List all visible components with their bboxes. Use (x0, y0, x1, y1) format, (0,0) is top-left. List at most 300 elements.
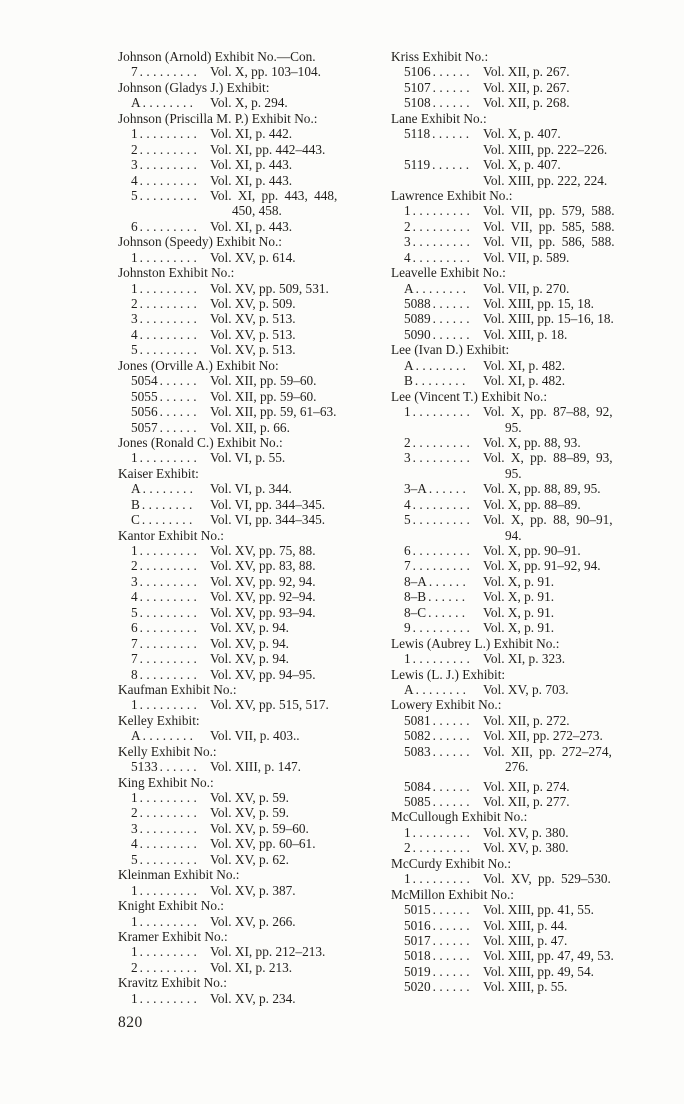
index-entry (118, 821, 384, 836)
dot-leader: ......... (139, 249, 201, 265)
index-entry (118, 481, 384, 496)
index-entry (391, 404, 679, 419)
entry-reference: Vol. X, p. 91. (483, 620, 555, 636)
entry-reference: Vol. XV, p. 614. (210, 249, 296, 265)
entry-label: 1 (131, 450, 138, 466)
entry-label: 5057 (131, 419, 158, 435)
dot-leader: ......... (139, 141, 201, 157)
dot-leader: ...... (432, 79, 473, 95)
entry-reference: Vol. XII, pp. 59–60. (210, 388, 317, 404)
dot-leader: ...... (159, 419, 200, 435)
entry-label: 1 (131, 697, 138, 713)
dot-leader: ......... (139, 913, 201, 929)
entry-reference: Vol. XII, pp. 272–274, (483, 743, 612, 759)
dot-leader: ......... (139, 635, 201, 651)
dot-leader: ......... (139, 218, 201, 234)
entry-reference: Vol. XII, p. 267. (483, 64, 570, 80)
dot-leader: ......... (139, 666, 201, 682)
entry-label: 1 (404, 651, 411, 667)
index-entry (391, 219, 679, 234)
dot-leader: ......... (412, 450, 474, 466)
dot-leader: ......... (139, 280, 201, 296)
entry-reference: Vol. XIII, p. 55. (483, 979, 568, 995)
dot-leader: ......... (139, 573, 201, 589)
entry-reference: Vol. XI, pp. 442–443. (210, 141, 326, 157)
entry-label: 2 (131, 141, 138, 157)
entry-label: 5083 (404, 743, 431, 759)
entry-reference: Vol. X, pp. 91–92, 94. (483, 558, 601, 574)
entry-reference: Vol. XV, p. 234. (210, 990, 296, 1006)
index-entry (118, 420, 384, 435)
index-section-header: McCurdy Exhibit No.: (391, 855, 512, 871)
entry-reference: Vol. XV, p. 59. (210, 805, 289, 821)
entry-reference: Vol. XV, pp. 83, 88. (210, 558, 316, 574)
entry-label: 3 (131, 573, 138, 589)
entry-reference: Vol. XV, p. 703. (483, 681, 569, 697)
dot-leader: ......... (139, 790, 201, 805)
index-section-header: Kriss Exhibit No.: (391, 49, 489, 64)
dot-leader: ...... (428, 573, 470, 589)
entry-label: A (131, 728, 141, 744)
index-entry (118, 157, 384, 172)
dot-leader: ........ (141, 512, 196, 528)
entry-reference: Vol. XV, pp. 94–95. (210, 666, 316, 682)
entry-reference: Vol. XV, pp. 529–530. (483, 871, 611, 887)
index-entry (391, 512, 679, 527)
index-column-left (118, 49, 384, 1006)
index-entry (391, 203, 679, 218)
index-entry (118, 281, 384, 296)
entry-reference: Vol. XII, pp. 59, 61–63. (210, 404, 337, 420)
entry-label: 9 (404, 620, 411, 636)
index-entry (118, 95, 384, 110)
dot-leader: ......... (139, 187, 201, 203)
entry-label: 7 (404, 558, 411, 574)
entry-reference: Vol. X, p. 91. (483, 604, 555, 620)
index-entry (391, 713, 679, 728)
entry-label: 4 (131, 172, 138, 188)
entry-reference: Vol. XV, p. 387. (210, 882, 296, 898)
index-entry (118, 836, 384, 851)
entry-reference: Vol. XV, p. 509. (210, 296, 296, 311)
dot-leader: ......... (139, 311, 201, 327)
index-entry (391, 682, 679, 697)
index-section-header: Johnston Exhibit No.: (118, 265, 235, 281)
index-entry-continuation: Vol. XIII, pp. 222, 224. (483, 172, 608, 188)
dot-leader: ......... (412, 620, 474, 636)
entry-label: 1 (404, 203, 411, 219)
dot-leader: ......... (139, 651, 201, 667)
dot-leader: ......... (139, 944, 201, 960)
dot-leader: ...... (432, 743, 473, 759)
dot-leader: ........ (415, 681, 470, 697)
entry-label: A (131, 95, 141, 111)
entry-reference: Vol. XV, p. 380. (483, 824, 569, 840)
entry-reference: Vol. X, pp. 90–91. (483, 543, 581, 558)
index-entry (391, 605, 679, 620)
entry-reference: Vol. XIII, pp. 15–16, 18. (483, 311, 614, 327)
entry-label: 8–A (404, 573, 427, 589)
index-entry (391, 80, 679, 95)
dot-leader: ......... (139, 157, 201, 173)
dot-leader: ......... (139, 604, 201, 620)
entry-label: C (131, 512, 140, 528)
index-entry (391, 64, 679, 79)
index-entry (118, 960, 384, 975)
entry-reference: Vol. X, pp. 88, 93. (483, 434, 581, 450)
index-section-header: Lee (Vincent T.) Exhibit No.: (391, 388, 548, 404)
entry-reference: Vol. XIII, pp. 47, 49, 53. (483, 948, 614, 964)
dot-leader: ......... (412, 558, 474, 574)
index-entry (118, 311, 384, 326)
dot-leader: ...... (432, 126, 473, 142)
entry-label: 3–A (404, 481, 427, 497)
entry-reference: Vol. X, pp. 88, 89, 95. (483, 481, 601, 497)
index-entry (118, 373, 384, 388)
entry-label: 1 (131, 790, 138, 805)
entry-label: 7 (131, 635, 138, 651)
entry-reference: Vol. X, p. 407. (483, 126, 561, 142)
entry-reference: Vol. XIII, p. 18. (483, 326, 568, 342)
dot-leader: ......... (139, 805, 201, 821)
index-entry (118, 296, 384, 311)
entry-label: 5020 (404, 979, 431, 995)
index-entry (391, 95, 679, 110)
entry-label: 2 (131, 959, 138, 975)
entry-reference: Vol. X, p. 294. (210, 95, 288, 111)
entry-label: 5055 (131, 388, 158, 404)
dot-leader: ......... (139, 172, 201, 188)
entry-label: 5056 (131, 404, 158, 420)
entry-label: 4 (131, 836, 138, 852)
index-entry (391, 964, 679, 979)
index-entry-continuation: Vol. XIII, pp. 222–226. (483, 141, 608, 157)
entry-reference: Vol. VII, pp. 579, 588. (483, 203, 615, 219)
index-entry (118, 342, 384, 357)
entry-reference: Vol. XII, p. 274. (483, 778, 570, 794)
index-section-header: Kramer Exhibit No.: (118, 928, 228, 944)
index-entry (118, 759, 384, 774)
entry-label: 5 (131, 187, 138, 203)
entry-reference: Vol. XV, p. 266. (210, 913, 296, 929)
entry-label: A (404, 357, 414, 373)
entry-reference: Vol. XI, p. 443. (210, 218, 293, 234)
dot-leader: ......... (139, 851, 201, 867)
entry-label: B (404, 373, 413, 389)
dot-leader: ......... (412, 512, 474, 528)
index-entry (118, 651, 384, 666)
entry-label: 5085 (404, 794, 431, 809)
dot-leader: ...... (432, 64, 473, 80)
entry-reference: Vol. X, pp. 103–104. (210, 64, 321, 80)
entry-label: 5089 (404, 311, 431, 327)
dot-leader: ...... (432, 311, 473, 327)
index-entry (118, 697, 384, 712)
index-entry (118, 574, 384, 589)
index-entry (391, 543, 679, 558)
index-entry (118, 620, 384, 635)
entry-label: 8 (131, 666, 138, 682)
dot-leader: ......... (139, 558, 201, 574)
dot-leader: ...... (159, 388, 200, 404)
entry-reference: Vol. XIII, pp. 15, 18. (483, 296, 594, 311)
entry-reference: Vol. XII, p. 277. (483, 794, 570, 809)
entry-reference: Vol. XV, pp. 515, 517. (210, 697, 329, 713)
entry-label: 2 (131, 805, 138, 821)
dot-leader: ...... (432, 932, 473, 948)
index-entry (391, 979, 679, 994)
index-entry (391, 620, 679, 635)
index-entry (118, 142, 384, 157)
dot-leader: ......... (412, 404, 474, 420)
entry-reference: Vol. VI, pp. 344–345. (210, 512, 326, 528)
entry-reference: Vol. VII, pp. 585, 588. (483, 218, 615, 234)
entry-reference: Vol. XII, pp. 59–60. (210, 373, 317, 389)
dot-leader: ...... (432, 778, 473, 794)
entry-reference: Vol. X, pp. 88–89, 93, (483, 450, 613, 466)
index-section-header: King Exhibit No.: (118, 774, 214, 790)
dot-leader: ......... (412, 824, 474, 840)
index-entry (118, 914, 384, 929)
dot-leader: ...... (432, 902, 473, 918)
entry-reference: Vol. XI, p. 482. (483, 373, 566, 389)
entry-reference: Vol. XIII, pp. 41, 55. (483, 902, 594, 918)
index-section-header: Leavelle Exhibit No.: (391, 265, 506, 281)
index-entry (118, 450, 384, 465)
entry-reference: Vol. XV, pp. 75, 88. (210, 543, 316, 558)
dot-leader: ......... (412, 496, 474, 512)
dot-leader: ......... (412, 218, 474, 234)
entry-reference: Vol. X, p. 91. (483, 589, 555, 605)
entry-reference: Vol. XII, p. 272. (483, 712, 570, 728)
dot-leader: ......... (139, 697, 201, 713)
index-entry (391, 902, 679, 917)
entry-label: 5119 (404, 157, 431, 173)
entry-label: 1 (131, 280, 138, 296)
index-entry (391, 126, 679, 141)
entry-reference: Vol. XV, pp. 92, 94. (210, 573, 316, 589)
entry-reference: Vol. XIII, pp. 49, 54. (483, 963, 594, 979)
index-section-header: Kelley Exhibit: (118, 712, 200, 728)
index-section-header: Johnson (Arnold) Exhibit No.—Con. (118, 49, 316, 64)
dot-leader: ...... (432, 979, 473, 995)
entry-label: 5016 (404, 917, 431, 933)
entry-reference: Vol. XI, p. 482. (483, 357, 566, 373)
dot-leader: ...... (432, 326, 473, 342)
entry-reference: Vol. XII, p. 267. (483, 79, 570, 95)
index-section-header: Knight Exhibit No.: (118, 898, 225, 914)
index-entry (391, 794, 679, 809)
dot-leader: ...... (432, 95, 473, 111)
dot-leader: ........ (142, 481, 197, 497)
index-entry (391, 840, 679, 855)
entry-reference: Vol. XI, p. 323. (483, 651, 566, 667)
entry-label: 4 (131, 589, 138, 605)
dot-leader: ...... (428, 589, 469, 605)
entry-label: 1 (131, 126, 138, 142)
dot-leader: ........ (415, 280, 470, 296)
dot-leader: ......... (412, 871, 474, 887)
index-entry (391, 327, 679, 342)
entry-label: 6 (404, 543, 411, 558)
entry-reference: Vol. X, p. 407. (483, 157, 561, 173)
index-entry (391, 250, 679, 265)
index-entry-continuation: 450, 458. (232, 203, 282, 219)
index-entry (391, 589, 679, 604)
dot-leader: ......... (139, 64, 201, 80)
entry-label: 3 (404, 450, 411, 466)
entry-reference: Vol. XV, p. 59–60. (210, 820, 309, 836)
entry-reference: Vol. XII, pp. 272–273. (483, 728, 603, 744)
dot-leader: ...... (432, 794, 473, 809)
index-entry (118, 512, 384, 527)
index-entry-continuation: 95. (505, 419, 522, 435)
dot-leader: ...... (159, 759, 200, 775)
entry-label: 8–C (404, 604, 427, 620)
entry-reference: Vol. XV, p. 94. (210, 635, 289, 651)
index-entry (391, 948, 679, 963)
index-section-header: Jones (Orville A.) Exhibit No: (118, 357, 279, 373)
index-entry (118, 497, 384, 512)
index-entry (391, 871, 679, 886)
dot-leader: ......... (139, 589, 201, 605)
entry-reference: Vol. XV, p. 513. (210, 342, 296, 358)
dot-leader: ......... (139, 450, 201, 466)
index-entry (118, 605, 384, 620)
dot-leader: ...... (432, 917, 473, 933)
index-entry (391, 296, 679, 311)
entry-label: 1 (404, 871, 411, 887)
dot-leader: ......... (412, 234, 474, 250)
entry-label: 2 (131, 558, 138, 574)
index-section-header: Jones (Ronald C.) Exhibit No.: (118, 434, 283, 450)
index-entry (391, 574, 679, 589)
entry-reference: Vol. VI, pp. 344–345. (210, 496, 326, 512)
dot-leader: ...... (159, 373, 200, 389)
entry-label: 1 (404, 404, 411, 420)
entry-label: 5019 (404, 963, 431, 979)
entry-label: 7 (131, 651, 138, 667)
index-entry (118, 558, 384, 573)
entry-label: 5015 (404, 902, 431, 918)
index-entry (118, 389, 384, 404)
entry-reference: Vol. VI, p. 344. (210, 481, 292, 497)
index-entry (391, 918, 679, 933)
index-entry (118, 250, 384, 265)
index-section-header: Johnson (Gladys J.) Exhibit: (118, 79, 270, 95)
index-entry-continuation: 95. (505, 465, 522, 481)
index-section-header: Lewis (L. J.) Exhibit: (391, 666, 506, 682)
dot-leader: ......... (139, 959, 201, 975)
entry-reference: Vol. XII, p. 66. (210, 419, 290, 435)
dot-leader: ...... (432, 963, 473, 979)
dot-leader: ........ (141, 496, 196, 512)
entry-label: A (131, 481, 141, 497)
index-entry (391, 311, 679, 326)
page-number: 820 (118, 1014, 143, 1031)
dot-leader: ...... (432, 296, 473, 311)
index-section-header: Kaiser Exhibit: (118, 465, 199, 481)
entry-reference: Vol. XV, p. 59. (210, 790, 289, 805)
entry-label: 5090 (404, 326, 431, 342)
dot-leader: ...... (159, 404, 200, 420)
index-entry (391, 481, 679, 496)
index-entry (391, 435, 679, 450)
dot-leader: ......... (412, 203, 474, 219)
dot-leader: ......... (139, 126, 201, 142)
entry-label: 5054 (131, 373, 158, 389)
entry-label: 1 (131, 944, 138, 960)
entry-reference: Vol. XV, pp. 93–94. (210, 604, 316, 620)
entry-label: 5017 (404, 932, 431, 948)
entry-label: 5118 (404, 126, 431, 142)
index-entry (118, 589, 384, 604)
index-entry (118, 64, 384, 79)
index-section-header: Lane Exhibit No.: (391, 110, 487, 126)
entry-label: 3 (131, 311, 138, 327)
dot-leader: ......... (139, 342, 201, 358)
dot-leader: ........ (415, 357, 470, 373)
dot-leader: ......... (412, 434, 474, 450)
entry-label: 5082 (404, 728, 431, 744)
entry-reference: Vol. VI, p. 55. (210, 450, 286, 466)
index-section-header: Lawrence Exhibit No.: (391, 187, 513, 203)
entry-reference: Vol. XV, pp. 60–61. (210, 836, 316, 852)
entry-reference: Vol. XV, p. 513. (210, 326, 296, 342)
entry-reference: Vol. XI, p. 443. (210, 172, 293, 188)
entry-label: 5107 (404, 79, 431, 95)
entry-reference: Vol. XI, p. 213. (210, 959, 293, 975)
entry-reference: Vol. VII, p. 403.. (210, 728, 300, 744)
entry-label: 2 (131, 296, 138, 311)
dot-leader: ......... (412, 651, 474, 667)
dot-leader: ...... (428, 481, 470, 497)
index-section-header: Johnson (Priscilla M. P.) Exhibit No.: (118, 110, 318, 126)
index-entry (118, 404, 384, 419)
index-section-header: Lowery Exhibit No.: (391, 697, 502, 713)
entry-label: 6 (131, 218, 138, 234)
index-entry (118, 944, 384, 959)
index-entry (391, 558, 679, 573)
entry-label: 5108 (404, 95, 431, 111)
index-section-header: Kleinman Exhibit No.: (118, 867, 240, 883)
entry-label: 5106 (404, 64, 431, 80)
dot-leader: ......... (412, 840, 474, 856)
entry-label: 4 (131, 326, 138, 342)
entry-label: 4 (404, 496, 411, 512)
entry-reference: Vol. XII, p. 268. (483, 95, 570, 111)
index-entry (391, 373, 679, 388)
dot-leader: ........ (414, 373, 469, 389)
index-entry (118, 991, 384, 1006)
entry-reference: Vol. X, pp. 88, 90–91, (483, 512, 613, 528)
index-entry-continuation: 276. (505, 759, 529, 775)
index-entry (118, 219, 384, 234)
entry-label: 5 (131, 851, 138, 867)
index-entry (118, 852, 384, 867)
entry-label: 2 (404, 218, 411, 234)
index-entry (391, 157, 679, 172)
entry-label: 2 (404, 840, 411, 856)
index-entry (118, 805, 384, 820)
index-section-header: McMillon Exhibit No.: (391, 886, 514, 902)
dot-leader: ...... (432, 157, 473, 173)
entry-reference: Vol. VII, p. 589. (483, 249, 570, 265)
index-entry (391, 728, 679, 743)
entry-label: 5084 (404, 778, 431, 794)
index-section-header: Lewis (Aubrey L.) Exhibit No.: (391, 635, 560, 651)
index-section-header: Lee (Ivan D.) Exhibit: (391, 342, 510, 358)
